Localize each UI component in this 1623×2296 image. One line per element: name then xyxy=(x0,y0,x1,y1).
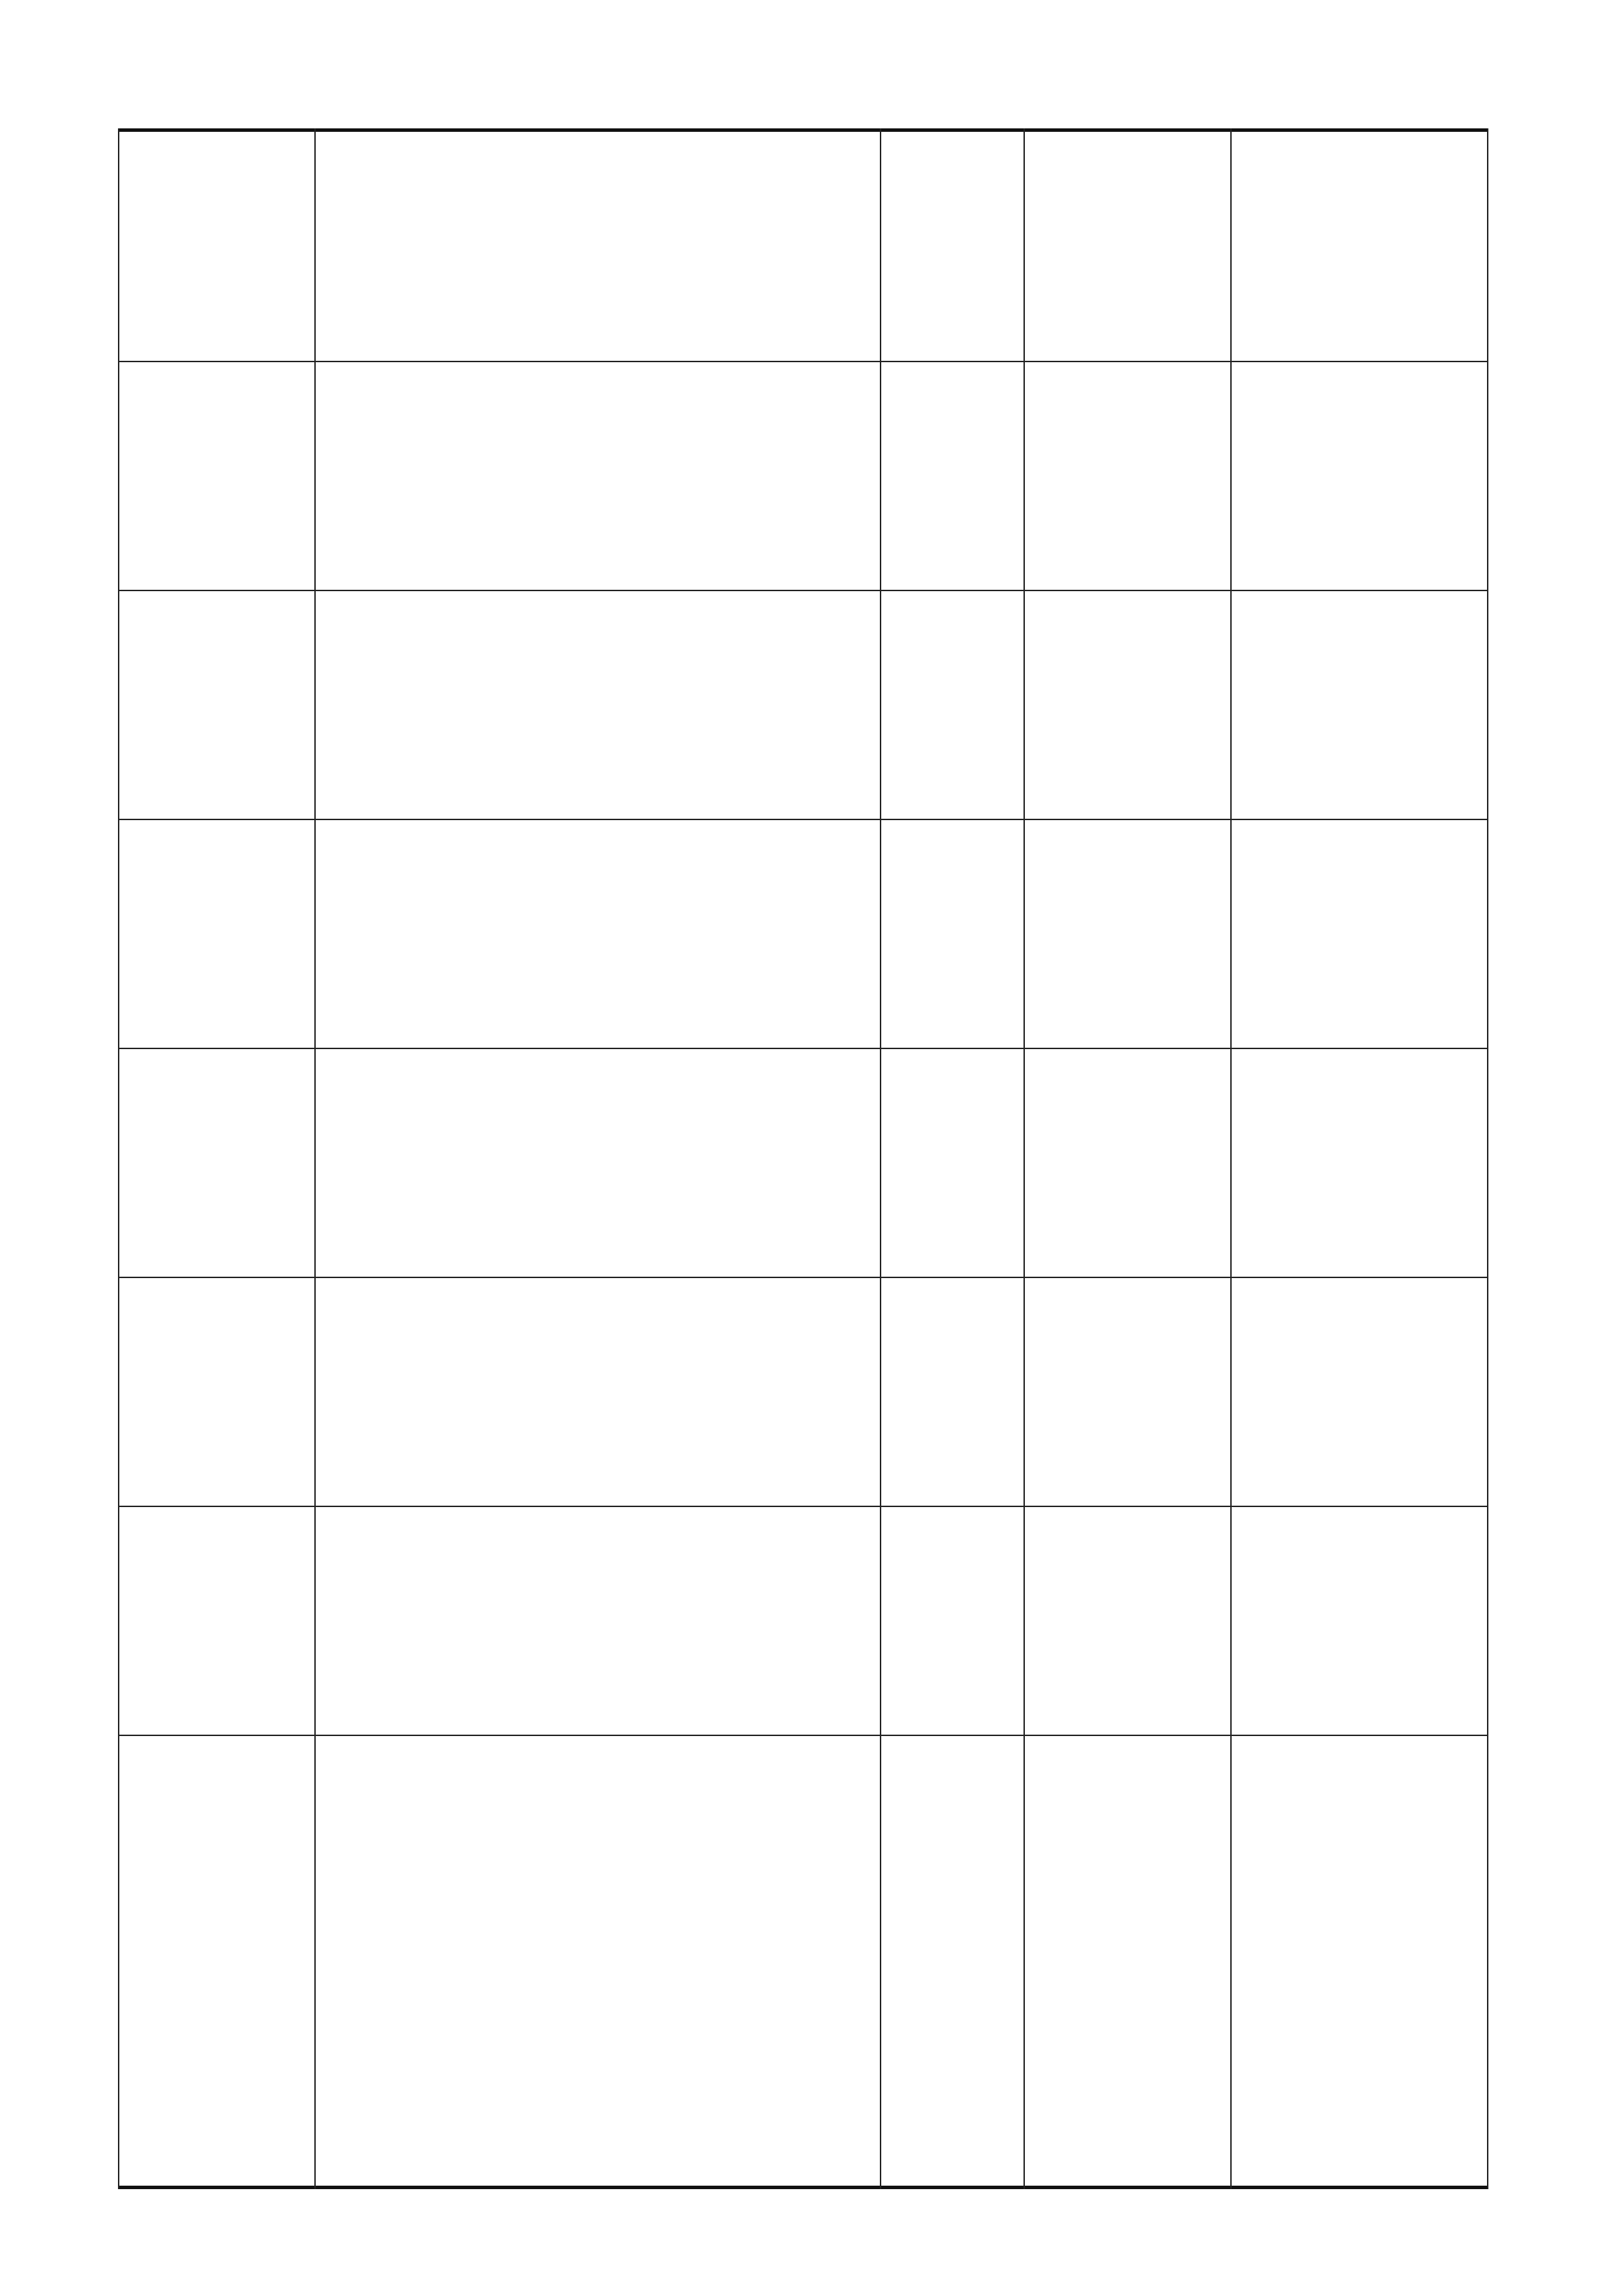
table-cell xyxy=(880,128,1023,361)
table-bottom-rule xyxy=(118,2186,1488,2189)
row-separator xyxy=(118,1277,1488,1278)
table-cell xyxy=(314,1957,880,2186)
table-cell xyxy=(1230,361,1487,590)
row-separator xyxy=(118,1048,1488,1049)
table-cell xyxy=(1230,1957,1487,2186)
table-cell xyxy=(1230,1735,1487,1957)
table-cell xyxy=(1023,1735,1230,1957)
table-cell xyxy=(314,361,880,590)
table-cell xyxy=(118,128,314,361)
table-cell xyxy=(880,1957,1023,2186)
comparison-table xyxy=(118,128,1488,2189)
table-cell xyxy=(1023,1957,1230,2186)
table-cell xyxy=(314,1735,880,1957)
table-cell xyxy=(1023,128,1230,361)
table-cell xyxy=(314,128,880,361)
table-cell xyxy=(1230,128,1487,361)
column-divider xyxy=(1487,128,1488,2189)
table-cell xyxy=(880,1735,1023,1957)
table-cell xyxy=(880,361,1023,590)
table-cell xyxy=(1023,361,1230,590)
row-separator xyxy=(118,819,1488,820)
column-divider xyxy=(118,128,119,2189)
row-separator xyxy=(118,590,1488,591)
row-separator xyxy=(118,1506,1488,1507)
